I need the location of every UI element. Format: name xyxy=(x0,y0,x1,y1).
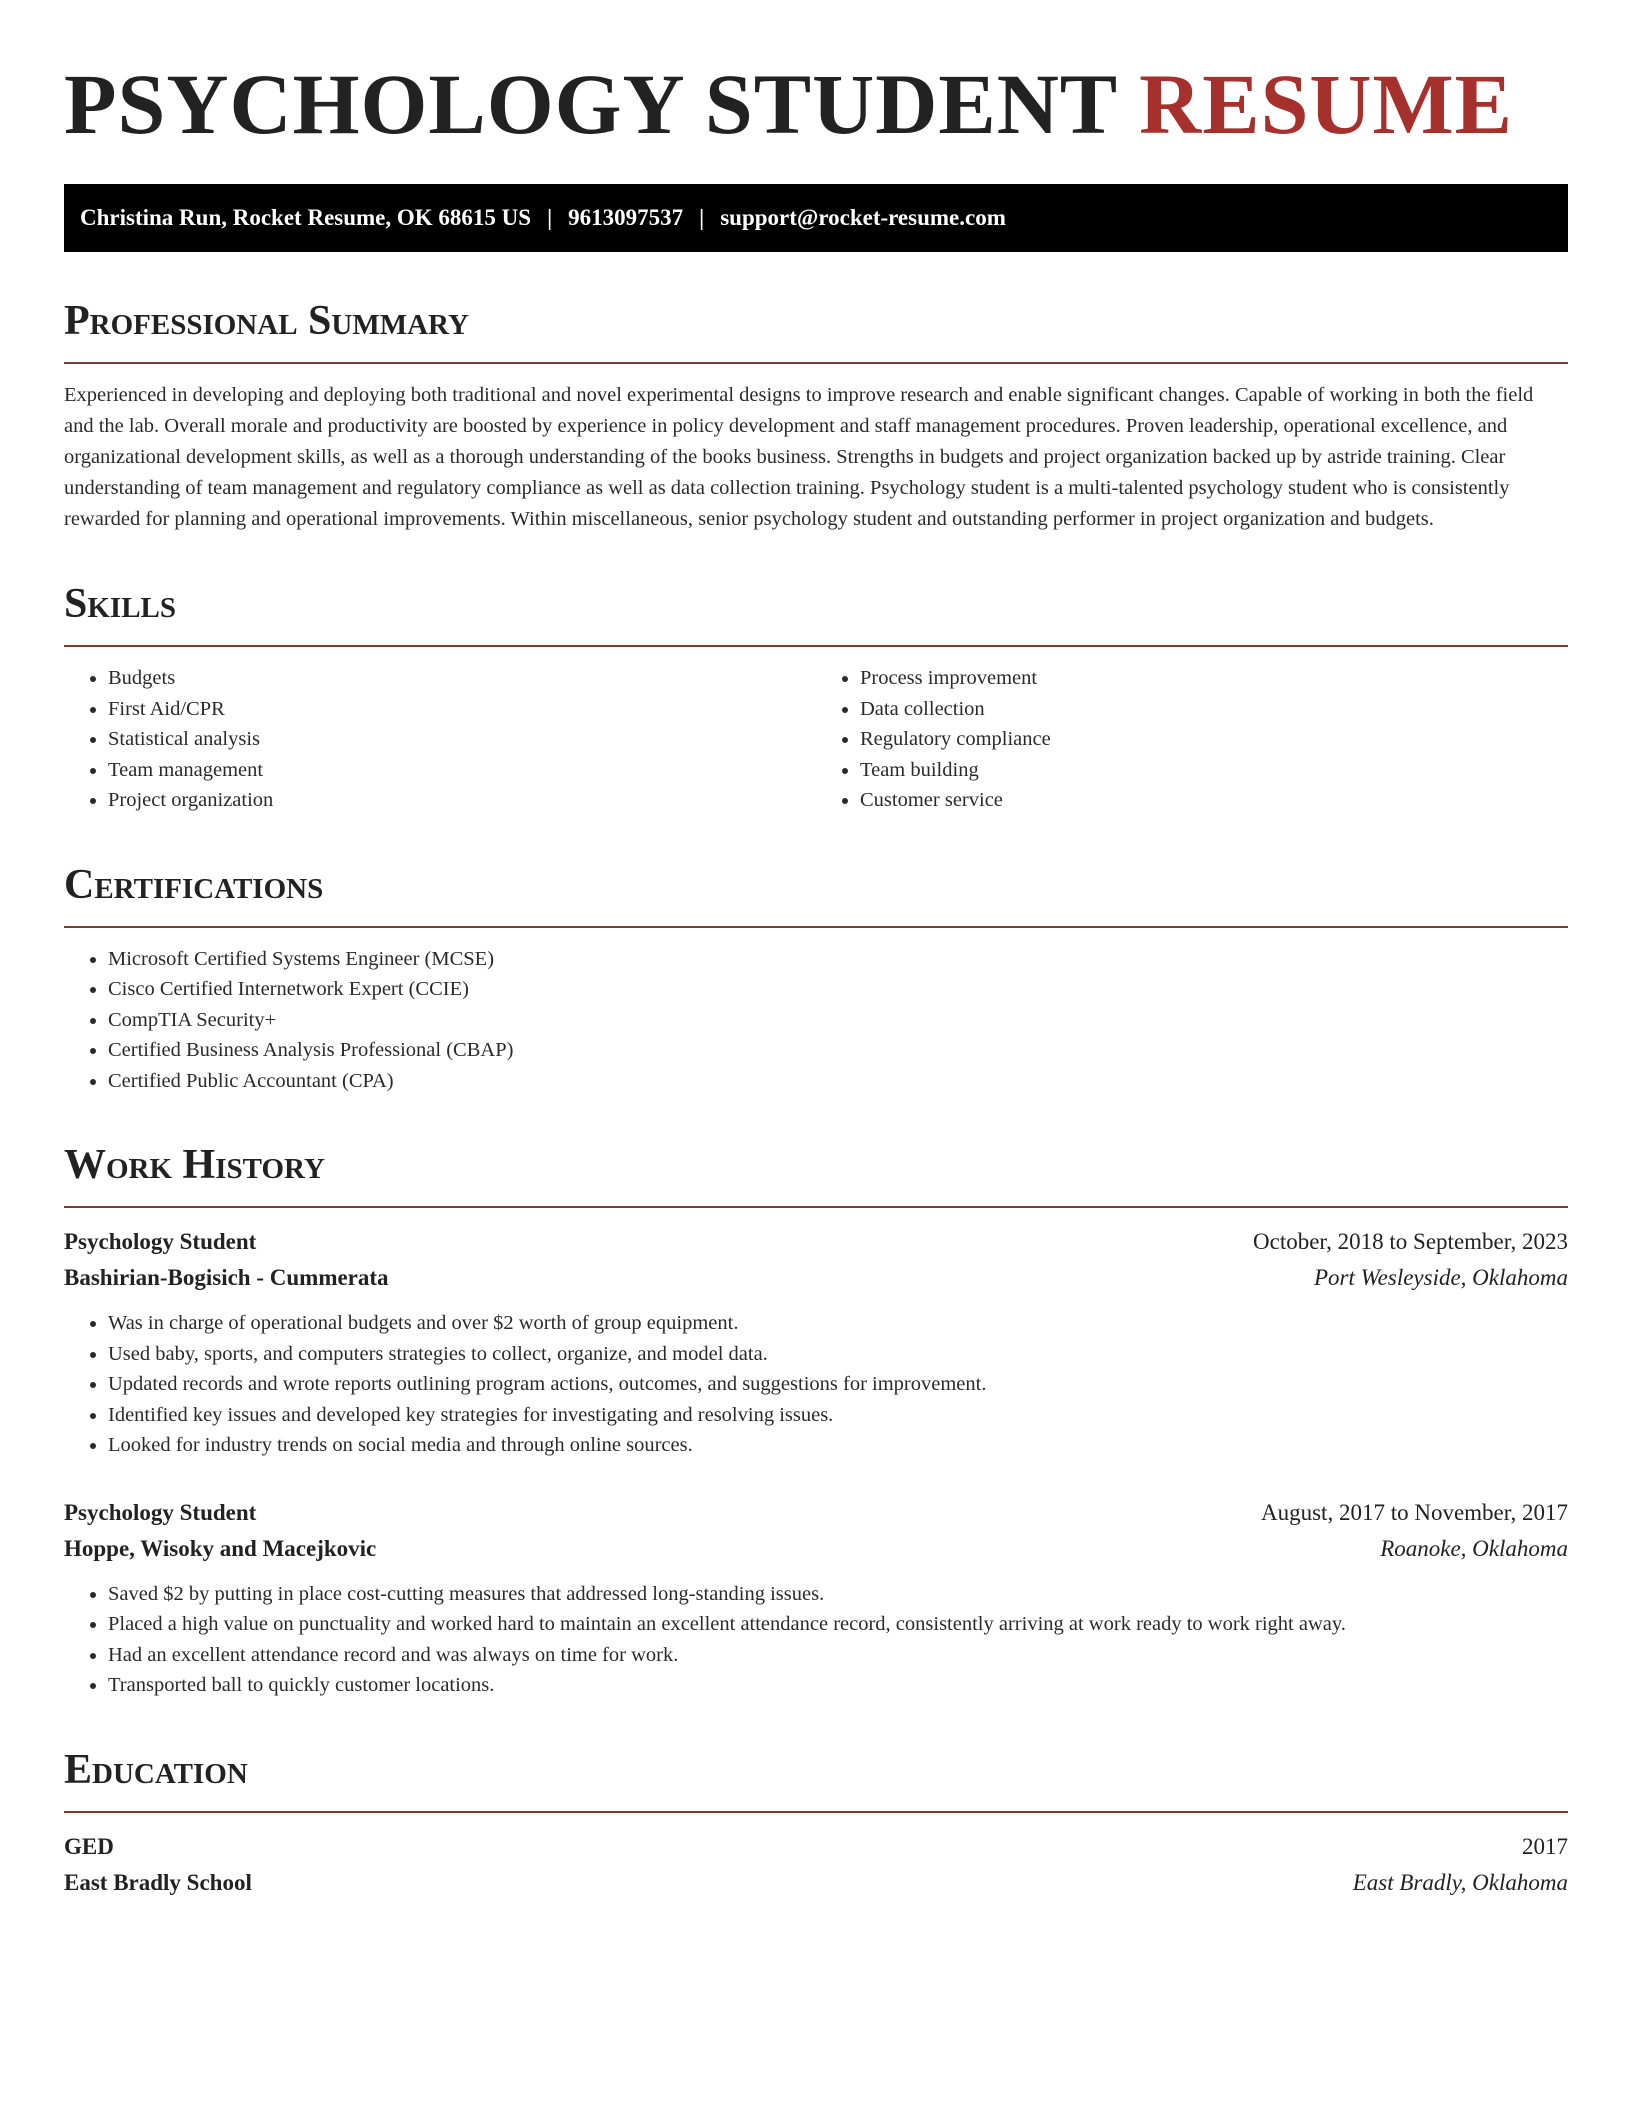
skill-item: • Data collection xyxy=(860,694,1568,725)
certifications-list xyxy=(64,944,1568,1097)
education-school-row xyxy=(64,1865,1568,1901)
summary-heading: Professional Summary xyxy=(64,298,469,344)
section-divider xyxy=(64,362,1568,364)
job-bullet: • Used baby, sports, and computers strategies to collect, organize, and model data. xyxy=(108,1339,1568,1370)
certification-item: • Cisco Certified Internetwork Expert (CCIE) xyxy=(108,974,1568,1005)
certifications-section xyxy=(64,860,1568,1097)
certifications-heading: Certifications xyxy=(64,861,324,908)
skills-list-right xyxy=(816,663,1568,816)
title-main: PSYCHOLOGY STUDENT xyxy=(64,56,1117,152)
skills-list-left xyxy=(64,663,816,816)
job-bullet: • Was in charge of operational budgets and over $2 worth of group equipment. xyxy=(108,1308,1568,1339)
job-location: Port Wesleyside, Oklahoma xyxy=(1313,1265,1568,1290)
education-school: East Bradly School xyxy=(64,1869,252,1895)
education-header-row xyxy=(64,1829,1568,1865)
job-entry xyxy=(64,1224,1568,1461)
job-role: Psychology Student xyxy=(64,1229,257,1254)
skills-section xyxy=(64,579,1568,816)
education-heading: Education xyxy=(64,1746,248,1793)
job-dates: August, 2017 to November, 2017 xyxy=(1261,1499,1568,1525)
job-employer: Bashirian-Bogisich - Cummerata xyxy=(64,1265,389,1290)
job-bullet: • Identified key issues and developed key strategies for investigating and resolving issues. xyxy=(108,1400,1568,1431)
summary-section xyxy=(64,296,1568,535)
skill-item: • Regulatory compliance xyxy=(860,724,1568,755)
title-accent: RESUME xyxy=(1139,56,1514,152)
section-divider xyxy=(64,1206,1568,1208)
contact-separator: | xyxy=(547,205,553,230)
certification-item: • Certified Business Analysis Professional (CBAP) xyxy=(108,1035,1568,1066)
certification-item: • Microsoft Certified Systems Engineer (MCSE) xyxy=(108,944,1568,975)
contact-email[interactable]: support@rocket-resume.com xyxy=(720,205,1006,230)
skill-item: • Team management xyxy=(108,755,816,786)
section-divider xyxy=(64,926,1568,928)
skill-item: • Team building xyxy=(860,755,1568,786)
job-bullet: • Updated records and wrote reports outlining program actions, outcomes, and suggestions for improvement. xyxy=(108,1369,1568,1400)
resume-title xyxy=(64,0,1568,152)
resume-page xyxy=(64,0,1568,1901)
education-year: 2017 xyxy=(1522,1833,1568,1859)
education-section xyxy=(64,1745,1568,1901)
job-bullet: • Transported ball to quickly customer locations. xyxy=(108,1670,1568,1701)
work-history-section xyxy=(64,1140,1568,1701)
skill-item: • Project organization xyxy=(108,785,816,816)
job-employer: Hoppe, Wisoky and Macejkovic xyxy=(64,1535,377,1561)
skill-item: • Statistical analysis xyxy=(108,724,816,755)
job-entry xyxy=(64,1495,1568,1701)
job-header-row xyxy=(64,1495,1568,1531)
certification-item: • CompTIA Security+ xyxy=(108,1005,1568,1036)
contact-phone[interactable]: 9613097537 xyxy=(568,205,684,230)
job-bullet: • Saved $2 by putting in place cost-cutting measures that addressed long-standing issues. xyxy=(108,1579,1568,1610)
job-bullets xyxy=(64,1308,1568,1461)
job-bullet: • Placed a high value on punctuality and worked hard to maintain an excellent attendance record, consistently arriving at work ready to work right away. xyxy=(108,1609,1568,1640)
skill-item: • Customer service xyxy=(860,785,1568,816)
education-degree: GED xyxy=(64,1833,114,1859)
job-role: Psychology Student xyxy=(64,1499,257,1525)
job-dates: October, 2018 to September, 2023 xyxy=(1253,1229,1568,1254)
job-employer-row xyxy=(64,1531,1568,1567)
job-header-row xyxy=(64,1224,1568,1260)
contact-separator: | xyxy=(699,205,705,230)
contact-bar xyxy=(64,184,1568,252)
education-location: East Bradly, Oklahoma xyxy=(1352,1869,1568,1895)
job-bullets xyxy=(64,1579,1568,1701)
section-divider xyxy=(64,645,1568,647)
skills-heading: Skills xyxy=(64,581,177,627)
summary-text: Experienced in developing and deploying both traditional and novel experimental designs to improve research and enable significant changes. Capable of working in both the field and the lab. Overall morale and productivity are boosted by experience in policy development and staff management procedures. Proven leadership, operational excellence, and organizational development skills, as well as a thorough understanding of the books business. Strengths in budgets and project organization backed up by astride training. Clear understanding of team management and regulatory compliance as well as data collection training. Psychology student is a multi-talented psychology student who is consistently rewarded for planning and operational improvements. Within miscellaneous, senior psychology student and outstanding performer in project organization and budgets. xyxy=(64,384,1534,530)
job-location: Roanoke, Oklahoma xyxy=(1380,1535,1568,1561)
job-bullet: • Looked for industry trends on social media and through online sources. xyxy=(108,1430,1568,1461)
section-divider xyxy=(64,1811,1568,1813)
job-bullet: • Had an excellent attendance record and was always on time for work. xyxy=(108,1640,1568,1671)
work-history-heading: Work History xyxy=(64,1142,325,1188)
certification-item: • Certified Public Accountant (CPA) xyxy=(108,1066,1568,1097)
skill-item: • Budgets xyxy=(108,663,816,694)
job-employer-row xyxy=(64,1260,1568,1296)
contact-address: Christina Run, Rocket Resume, OK 68615 US xyxy=(80,205,532,230)
skills-grid xyxy=(64,663,1568,816)
skill-item: • Process improvement xyxy=(860,663,1568,694)
skill-item: • First Aid/CPR xyxy=(108,694,816,725)
